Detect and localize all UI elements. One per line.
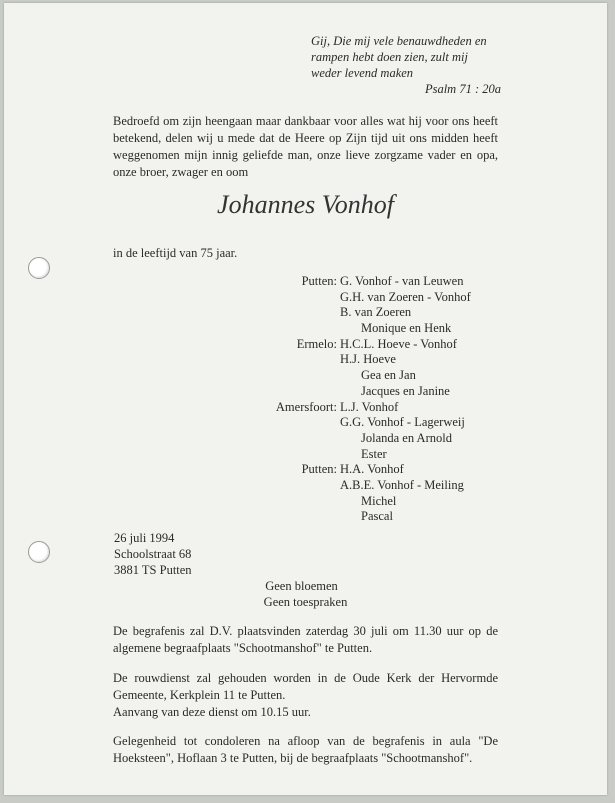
age-line: in de leeftijd van 75 jaar. — [113, 246, 238, 260]
family-member: Jacques en Janine — [361, 383, 450, 398]
service-start: Aanvang van deze dienst om 10.15 uur. — [113, 705, 311, 719]
family-place: Putten: — [301, 274, 337, 288]
family-member: Gea en Jan — [361, 368, 416, 383]
address-block — [114, 530, 192, 578]
death-notice-card — [4, 3, 607, 795]
family-member: H.A. Vonhof — [340, 462, 404, 477]
address-city: 3881 TS Putten — [114, 563, 192, 577]
intro-paragraph: Bedroefd om zijn heengaan maar dankbaar voor alles wat hij voor ons heeft betekend, delen wij u mede dat de Heere op Zijn tijd uit ons midden heeft weggenomen mijn innig geliefde man, onze lieve zorgzame vader en opa, onze broer, zwager en oom — [113, 114, 498, 179]
family-member: G.H. van Zoeren - Vonhof — [340, 289, 471, 304]
family-member: G. Vonhof - van Leuwen — [340, 274, 464, 288]
deceased-name: Johannes Vonhof — [217, 190, 394, 219]
verse-line: Gij, Die mij vele benauwdheden en — [311, 34, 487, 48]
requests-block — [4, 578, 607, 610]
verse-reference: Psalm 71 : 20a — [424, 82, 501, 96]
verse-line: weder levend maken — [311, 66, 414, 80]
family-member: A.B.E. Vonhof - Meiling — [340, 477, 464, 492]
family-member: B. van Zoeren — [340, 305, 412, 320]
family-place: Amersfoort: — [275, 399, 337, 414]
family-member: G.G. Vonhof - Lagerweij — [340, 415, 465, 430]
family-member: H.J. Hoeve — [340, 352, 396, 367]
request-no-flowers: Geen bloemen — [265, 579, 338, 593]
family-member: Ester — [361, 446, 387, 461]
family-member: Monique en Henk — [361, 321, 452, 336]
service-paragraph — [113, 670, 498, 721]
funeral-paragraph: De begrafenis zal D.V. plaatsvinden zaterdag 30 juli om 11.30 uur op de algemene begraafplaats "Schootmanshof" te Putten. — [113, 624, 498, 655]
family-member: L.J. Vonhof — [340, 399, 399, 414]
family-member: Jolanda en Arnold — [361, 430, 452, 445]
notice-date: 26 juli 1994 — [114, 531, 175, 545]
service-text: De rouwdienst zal gehouden worden in de Oude Kerk der Hervormde Gemeente, Kerkplein 11 te Putten. — [113, 671, 498, 702]
punch-hole-bottom — [28, 541, 50, 563]
address-street: Schoolstraat 68 — [114, 547, 192, 561]
family-place: Ermelo: — [296, 336, 337, 351]
family-member: H.C.L. Hoeve - Vonhof — [340, 336, 457, 351]
family-member: Michel — [361, 493, 397, 508]
family-place: Putten: — [301, 462, 337, 477]
verse-line: rampen hebt doen zien, zult mij — [311, 50, 468, 64]
condolence-paragraph: Gelegenheid tot condoleren na afloop van de begrafenis in aula "De Hoeksteen", Hoflaan 3 te Putten, bij de begraafplaats "Schootmanshof". — [113, 734, 498, 765]
request-no-speeches: Geen toespraken — [263, 595, 348, 609]
bible-verse — [311, 33, 511, 97]
family-member: Pascal — [361, 509, 393, 524]
